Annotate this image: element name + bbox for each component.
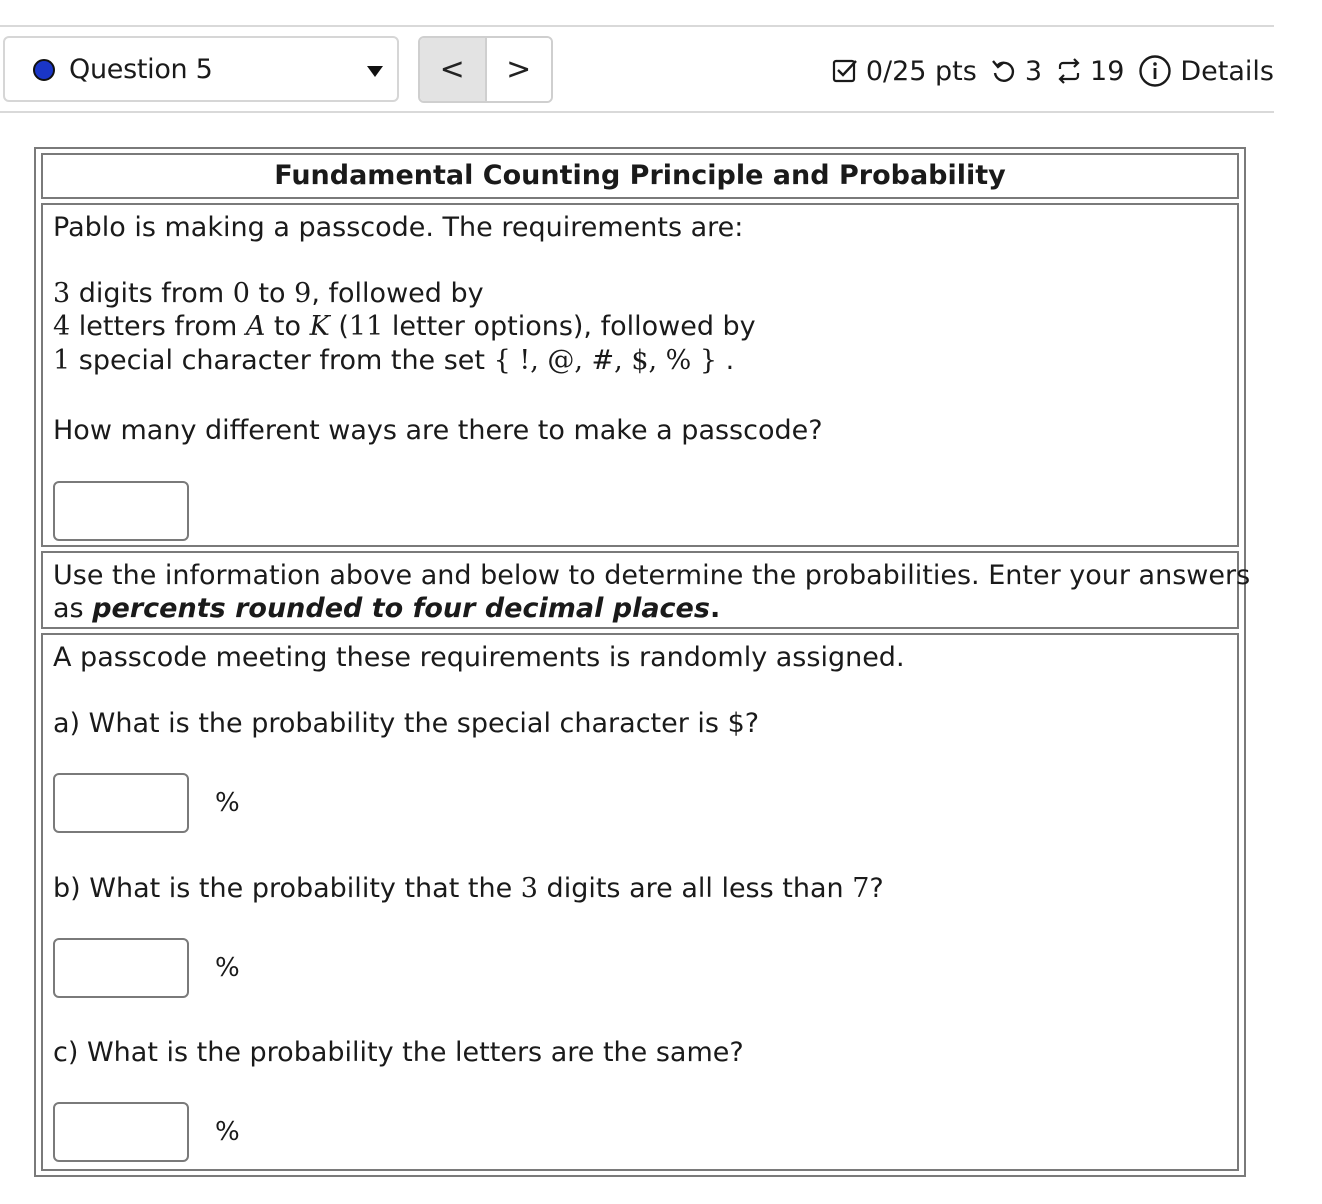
question-c-text: c) What is the probability the letters are the same? [53, 1037, 744, 1068]
instructions-section [41, 551, 1251, 629]
top-divider [0, 25, 1274, 27]
requirement-letters: 4 letters from A to K (11 letter options), followed by [53, 311, 756, 342]
next-question-button[interactable]: > [487, 38, 552, 101]
question-text: How many different ways are there to make a passcode? [53, 415, 823, 446]
info-icon[interactable] [1138, 54, 1172, 88]
question-nav [418, 36, 553, 103]
details-link[interactable]: Details [1180, 55, 1274, 87]
answer-b-input[interactable] [53, 938, 189, 998]
checkbox-icon [832, 58, 858, 84]
problem-container [34, 147, 1251, 1177]
requirement-special: 1 special character from the set { !, @, #, $, % } . [53, 345, 735, 376]
instructions-line2: as percents rounded to four decimal places. [53, 593, 721, 624]
answer-a-input[interactable] [53, 773, 189, 833]
question-status-dot [33, 59, 55, 81]
header-divider [0, 111, 1274, 113]
retries-count: 3 [1024, 55, 1043, 87]
passcode-section [41, 203, 1239, 547]
question-b-text: b) What is the probability that the 3 digits are all less than 7? [53, 873, 884, 904]
answer-c-input[interactable] [53, 1102, 189, 1162]
problem-title: Fundamental Counting Principle and Probability [41, 153, 1239, 199]
points-text: 0/25 pts [865, 55, 977, 87]
percent-label-a: % [215, 788, 240, 818]
attempts-count: 19 [1090, 55, 1125, 87]
ways-answer-input[interactable] [53, 481, 189, 541]
requirement-digits: 3 digits from 0 to 9, followed by [53, 278, 484, 309]
caret-down-icon [367, 66, 383, 77]
score-status [832, 54, 1274, 88]
intro-text: Pablo is making a passcode. The requirements are: [53, 212, 744, 243]
probability-section [41, 633, 1239, 1171]
random-assign-text: A passcode meeting these requirements is randomly assigned. [53, 642, 905, 673]
percent-label-b: % [215, 953, 240, 983]
question-label: Question 5 [69, 54, 213, 85]
instructions-line1: Use the information above and below to determine the probabilities. Enter your answers [53, 560, 1251, 591]
attempts-icon [1056, 58, 1082, 84]
question-a-text: a) What is the probability the special character is $? [53, 708, 760, 739]
retry-icon [991, 58, 1017, 84]
question-selector[interactable] [3, 36, 399, 102]
previous-question-button[interactable]: < [420, 38, 487, 101]
percent-label-c: % [215, 1117, 240, 1147]
